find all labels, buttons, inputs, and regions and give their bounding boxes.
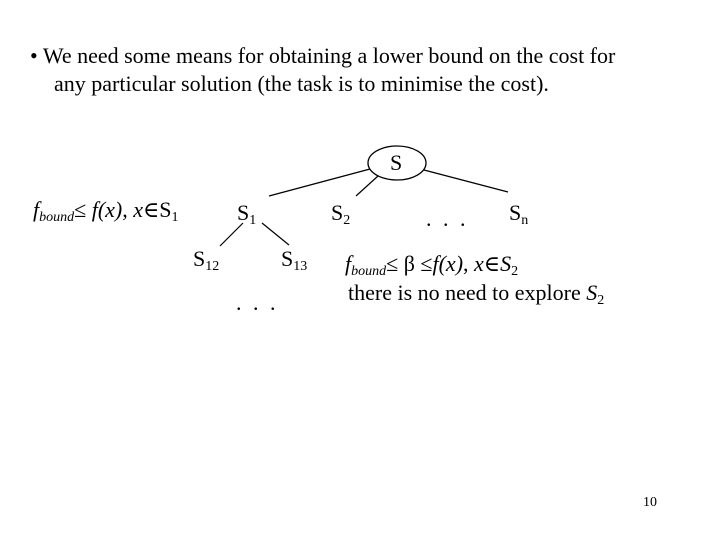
right-bound-formula: $f_{bound}\le \beta \le f(x)$, $x\in S_2$ [345, 251, 519, 279]
node-root: S [390, 150, 403, 175]
edge-s1-s13 [262, 223, 289, 245]
node-s13: $S_{13}$ [281, 246, 308, 274]
ellipsis-siblings: . . . [426, 206, 469, 231]
bullet-line-2: any particular solution (the task is to minimise the cost). [54, 71, 549, 96]
node-s2: $S_2$ [331, 200, 351, 228]
bullet-line-1: We need some means for obtaining a lower bound on the cost for [42, 43, 616, 68]
edge-root-s2 [356, 176, 378, 196]
prune-note: there is no need to explore $S_2$ [348, 280, 605, 308]
ellipsis-descendants: . . . [236, 290, 279, 315]
node-s12: $S_{12}$ [193, 246, 220, 274]
node-s1: $S_1$ [237, 200, 257, 228]
node-sn: $S_n$ [509, 200, 529, 228]
edge-root-sn [424, 170, 508, 192]
edge-root-s1 [269, 169, 370, 196]
page-number: 10 [643, 495, 657, 510]
bullet-marker: • [30, 43, 38, 68]
left-bound-formula: $f_{bound}\le f(x)$, $x\in S_1$ [33, 197, 179, 225]
